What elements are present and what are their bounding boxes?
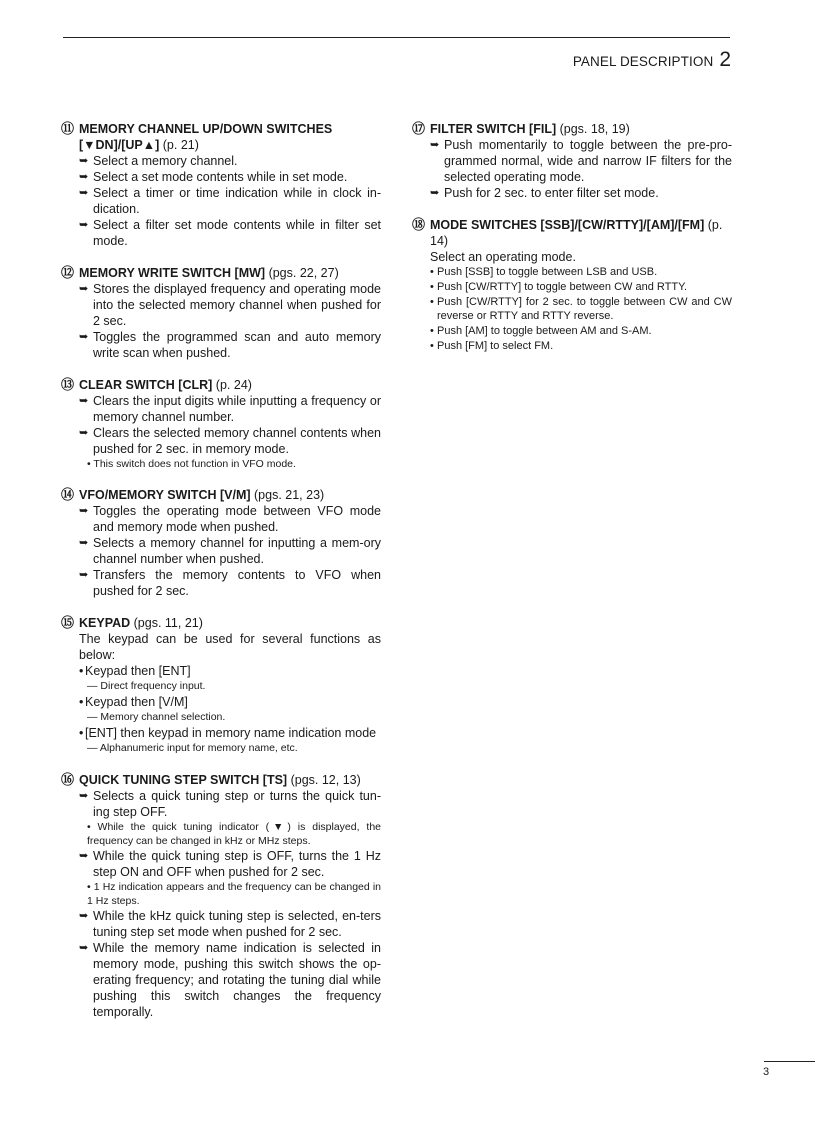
section-title: VFO/MEMORY SWITCH [V/M] bbox=[79, 488, 251, 502]
page-reference: (pgs. 18, 19) bbox=[556, 122, 630, 136]
section-title: KEYPAD bbox=[79, 616, 131, 630]
section bbox=[61, 377, 381, 471]
bullet-text: Selects a memory channel for inputting a mem-ory channel number when pushed. bbox=[93, 536, 381, 566]
section-body bbox=[430, 249, 732, 354]
dot-item-text: Keypad then [V/M] bbox=[85, 695, 188, 709]
page-reference: (p. 14) bbox=[430, 218, 723, 248]
section-heading bbox=[61, 615, 381, 631]
section-heading bbox=[61, 377, 381, 393]
section bbox=[412, 121, 732, 201]
arrow-bullet bbox=[79, 535, 381, 567]
arrow-bullet bbox=[79, 393, 381, 425]
arrow-icon: ➥ bbox=[430, 187, 440, 199]
page-reference: (pgs. 11, 21) bbox=[130, 616, 203, 630]
arrow-bullet bbox=[79, 169, 381, 185]
dash-note: — Direct frequency input. bbox=[87, 680, 206, 692]
chapter-number: 2 bbox=[719, 48, 731, 71]
arrow-bullet bbox=[79, 281, 381, 329]
arrow-bullet bbox=[79, 940, 381, 1020]
mode-item-text: Push [CW/RTTY] for 2 sec. to toggle between CW and CW reverse or RTTY and RTTY reverse. bbox=[437, 295, 732, 323]
page-number: 3 bbox=[763, 1066, 770, 1078]
arrow-icon: ➥ bbox=[79, 155, 89, 167]
arrow-bullet bbox=[430, 137, 732, 185]
section-body bbox=[79, 393, 381, 471]
heading-text bbox=[79, 265, 381, 281]
section-number: ⑭ bbox=[61, 487, 75, 502]
arrow-icon: ➥ bbox=[79, 505, 89, 517]
section-heading bbox=[61, 487, 381, 503]
bullet-text: Clears the input digits while inputting a frequency or memory channel number. bbox=[93, 394, 381, 424]
bullet-text: Push momentarily to toggle between the pre-pro-grammed normal, wide and narrow IF filters for the selected operating mode. bbox=[444, 138, 732, 184]
arrow-icon: ➥ bbox=[79, 283, 89, 295]
bullet-text: Transfers the memory contents to VFO when pushed for 2 sec. bbox=[93, 568, 381, 598]
section bbox=[61, 487, 381, 599]
heading-text bbox=[79, 772, 381, 788]
dot-item-text: Keypad then [ENT] bbox=[85, 664, 191, 678]
section-title: FILTER SWITCH [FIL] bbox=[430, 122, 557, 136]
section-body bbox=[79, 631, 381, 756]
left-column bbox=[61, 121, 381, 1036]
page-reference: (pgs. 22, 27) bbox=[265, 266, 339, 280]
heading-text bbox=[79, 615, 381, 631]
note-text: • 1 Hz indication appears and the frequency can be changed in 1 Hz steps. bbox=[87, 881, 381, 907]
arrow-icon: ➥ bbox=[79, 569, 89, 581]
section bbox=[61, 265, 381, 361]
bullet-dot-icon: • bbox=[430, 339, 434, 352]
heading-text bbox=[79, 377, 381, 393]
bullet-text: Select a filter set mode contents while in filter set mode. bbox=[93, 218, 381, 248]
section-number: ⑪ bbox=[61, 121, 75, 136]
mode-item-text: Push [AM] to toggle between AM and S-AM. bbox=[437, 325, 652, 338]
section-heading bbox=[412, 217, 732, 249]
bullet-dot-icon: • bbox=[430, 325, 434, 338]
dot-item bbox=[79, 725, 381, 741]
arrow-bullet bbox=[79, 848, 381, 880]
bullet-text: Stores the displayed frequency and operating mode into the selected memory channel when pushed for 2 sec. bbox=[93, 282, 381, 328]
section-body bbox=[79, 788, 381, 1020]
bullet-dot-icon: • bbox=[430, 280, 434, 293]
bullet-text: Toggles the programmed scan and auto memory write scan when pushed. bbox=[93, 330, 381, 360]
arrow-icon: ➥ bbox=[79, 219, 89, 231]
arrow-bullet bbox=[79, 153, 381, 169]
mode-item bbox=[430, 339, 732, 354]
section-title: MODE SWITCHES [SSB]/[CW/RTTY]/[AM]/[FM] bbox=[430, 218, 705, 232]
mode-item bbox=[430, 265, 732, 280]
section-number: ⑱ bbox=[412, 217, 426, 232]
section-body bbox=[430, 137, 732, 201]
dot-item bbox=[79, 694, 381, 710]
heading-text bbox=[79, 121, 381, 153]
page-reference: (p. 21) bbox=[159, 138, 199, 152]
section-title: QUICK TUNING STEP SWITCH [TS] bbox=[79, 773, 288, 787]
section-number: ⑬ bbox=[61, 377, 75, 392]
note-text: • This switch does not function in VFO mode. bbox=[87, 458, 296, 470]
arrow-icon: ➥ bbox=[79, 427, 89, 439]
section-title: CLEAR SWITCH [CLR] bbox=[79, 378, 213, 392]
dot-item bbox=[79, 663, 381, 679]
section-body bbox=[79, 153, 381, 249]
arrow-icon: ➥ bbox=[79, 942, 89, 954]
arrow-icon: ➥ bbox=[79, 850, 89, 862]
bullet-text: Selects a quick tuning step or turns the quick tun-ing step OFF. bbox=[93, 789, 381, 819]
top-rule bbox=[63, 37, 730, 38]
page-header bbox=[573, 48, 731, 72]
arrow-bullet bbox=[79, 908, 381, 940]
dash-note: — Alphanumeric input for memory name, etc. bbox=[87, 742, 298, 754]
dash-note: — Memory channel selection. bbox=[87, 711, 226, 723]
right-column bbox=[412, 121, 732, 370]
section-heading bbox=[61, 121, 381, 153]
heading-text bbox=[430, 217, 732, 249]
section-number: ⑫ bbox=[61, 265, 75, 280]
arrow-icon: ➥ bbox=[79, 395, 89, 407]
section bbox=[61, 772, 381, 1020]
arrow-icon: ➥ bbox=[79, 171, 89, 183]
mode-item-text: Push [FM] to select FM. bbox=[437, 339, 554, 352]
arrow-bullet bbox=[79, 329, 381, 361]
bullet-text: While the quick tuning step is OFF, turns the 1 Hz step ON and OFF when pushed for 2 sec. bbox=[93, 849, 381, 879]
heading-text bbox=[79, 487, 381, 503]
note-text: • While the quick tuning indicator (▼) is displayed, the frequency can be changed in kHz or MHz steps. bbox=[87, 821, 381, 847]
mode-item-text: Push [CW/RTTY] to toggle between CW and RTTY. bbox=[437, 280, 688, 293]
mode-item bbox=[430, 324, 732, 339]
arrow-bullet bbox=[79, 425, 381, 457]
page-reference: (pgs. 12, 13) bbox=[287, 773, 361, 787]
heading-text bbox=[430, 121, 732, 137]
arrow-bullet bbox=[79, 185, 381, 217]
paragraph: Select an operating mode. bbox=[430, 250, 576, 264]
bottom-rule bbox=[764, 1061, 815, 1062]
mode-item-text: Push [SSB] to toggle between LSB and USB. bbox=[437, 266, 658, 278]
section bbox=[61, 615, 381, 756]
section-heading bbox=[412, 121, 732, 137]
bullet-dot-icon: • bbox=[430, 266, 434, 278]
section-heading bbox=[61, 265, 381, 281]
arrow-icon: ➥ bbox=[430, 139, 440, 151]
page-reference: (p. 24) bbox=[212, 378, 252, 392]
bullet-text: Select a set mode contents while in set mode. bbox=[93, 170, 348, 184]
section-heading bbox=[61, 772, 381, 788]
section bbox=[61, 121, 381, 249]
bullet-text: Push for 2 sec. to enter filter set mode. bbox=[444, 186, 659, 200]
section-number: ⑮ bbox=[61, 615, 75, 630]
arrow-bullet bbox=[430, 185, 732, 201]
bullet-text: Select a memory channel. bbox=[93, 154, 238, 168]
bullet-dot-icon: • bbox=[79, 664, 84, 678]
arrow-bullet bbox=[79, 567, 381, 599]
bullet-dot-icon: • bbox=[430, 295, 434, 308]
arrow-icon: ➥ bbox=[79, 537, 89, 549]
section-title: MEMORY WRITE SWITCH [MW] bbox=[79, 266, 266, 280]
dot-item-text: [ENT] then keypad in memory name indication mode bbox=[85, 726, 377, 740]
bullet-text: While the memory name indication is selected in memory mode, pushing this switch shows the op-erating frequency; and rotating the tuning dial while pushing this switch changes the frequency temporally. bbox=[93, 941, 381, 1019]
section bbox=[412, 217, 732, 354]
section-title: MEMORY CHANNEL UP/DOWN SWITCHES [▼DN]/[UP▲] bbox=[79, 122, 333, 152]
arrow-bullet bbox=[79, 788, 381, 820]
bullet-text: Clears the selected memory channel contents when pushed for 2 sec. in memory mode. bbox=[93, 426, 381, 456]
paragraph: The keypad can be used for several functions as below: bbox=[79, 632, 381, 662]
section-number: ⑯ bbox=[61, 772, 75, 787]
bullet-text: While the kHz quick tuning step is selected, en-ters tuning step set mode when pushed for 2 sec. bbox=[93, 909, 381, 939]
mode-item bbox=[430, 295, 732, 325]
arrow-bullet bbox=[79, 503, 381, 535]
section-body bbox=[79, 281, 381, 361]
arrow-icon: ➥ bbox=[79, 910, 89, 922]
bullet-text: Toggles the operating mode between VFO mode and memory mode when pushed. bbox=[93, 504, 381, 534]
arrow-icon: ➥ bbox=[79, 331, 89, 343]
header-title: PANEL DESCRIPTION bbox=[572, 54, 714, 69]
page-reference: (pgs. 21, 23) bbox=[250, 488, 325, 502]
arrow-icon: ➥ bbox=[79, 790, 89, 802]
mode-item bbox=[430, 280, 732, 295]
arrow-icon: ➥ bbox=[79, 187, 89, 199]
bullet-dot-icon: • bbox=[79, 726, 84, 740]
section-body bbox=[79, 503, 381, 599]
arrow-bullet bbox=[79, 217, 381, 249]
bullet-text: Select a timer or time indication while in clock in-dication. bbox=[93, 186, 381, 216]
section-number: ⑰ bbox=[412, 121, 426, 136]
bullet-dot-icon: • bbox=[79, 695, 84, 709]
